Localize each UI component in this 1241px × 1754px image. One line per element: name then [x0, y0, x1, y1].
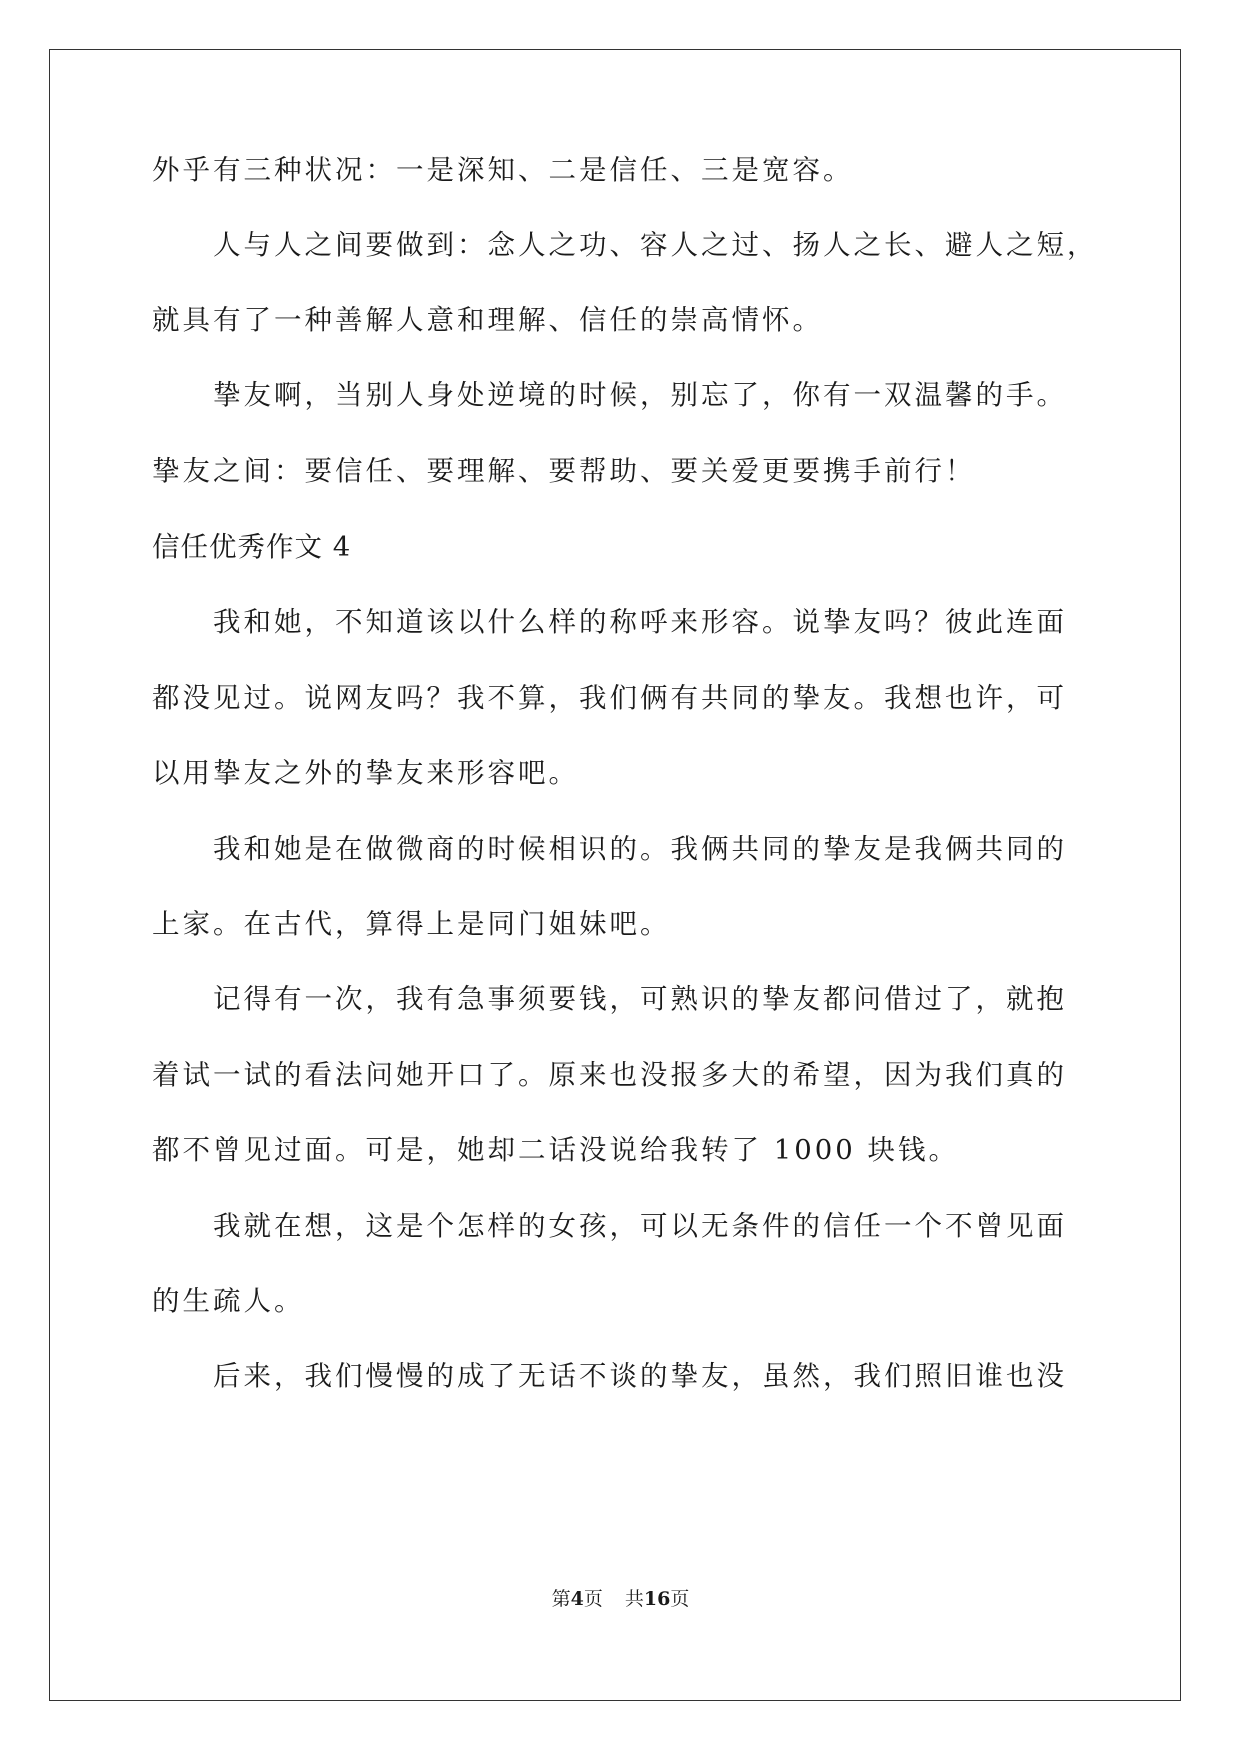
page-suffix: 页: [583, 1588, 603, 1610]
text-line: 我和她是在做微商的时候相识的。我俩共同的挚友是我俩共同的: [213, 833, 1067, 865]
text-line: 挚友之间：要信任、要理解、要帮助、要关爱更要携手前行！: [152, 455, 976, 487]
text-line: 以用挚友之外的挚友来形容吧。: [152, 757, 579, 789]
section-heading: 信任优秀作文 4: [152, 531, 352, 563]
text-line: 人与人之间要做到：念人之功、容人之过、扬人之长、避人之短，: [213, 229, 1098, 261]
text-line: 都不曾见过面。可是，她却二话没说给我转了 1000 块钱。: [152, 1134, 959, 1166]
text-line: 外乎有三种状况：一是深知、二是信任、三是宽容。: [152, 154, 854, 186]
text-line: 就具有了一种善解人意和理解、信任的崇高情怀。: [152, 304, 823, 336]
text-line: 记得有一次，我有急事须要钱，可熟识的挚友都问借过了，就抱: [213, 983, 1067, 1015]
total-pages: 16: [643, 1588, 671, 1610]
text-line: 着试一试的看法问她开口了。原来也没报多大的希望，因为我们真的: [152, 1059, 1067, 1091]
text-line: 的生疏人。: [152, 1285, 305, 1317]
text-line: 后来，我们慢慢的成了无话不谈的挚友，虽然，我们照旧谁也没: [213, 1360, 1067, 1392]
total-prefix: 共: [624, 1588, 644, 1610]
page-border: [49, 49, 1181, 1701]
page-footer: [0, 1585, 1241, 1613]
text-line: 挚友啊，当别人身处逆境的时候，别忘了，你有一双温馨的手。: [213, 379, 1067, 411]
page-prefix: 第: [551, 1588, 571, 1610]
text-line: 我就在想，这是个怎样的女孩，可以无条件的信任一个不曾见面: [213, 1210, 1067, 1242]
text-line: 上家。在古代，算得上是同门姐妹吧。: [152, 908, 671, 940]
total-suffix: 页: [670, 1588, 690, 1610]
page-number: 4: [570, 1588, 584, 1610]
text-line: 我和她，不知道该以什么样的称呼来形容。说挚友吗？彼此连面: [213, 606, 1067, 638]
text-line: 都没见过。说网友吗？我不算，我们俩有共同的挚友。我想也许，可: [152, 682, 1067, 714]
